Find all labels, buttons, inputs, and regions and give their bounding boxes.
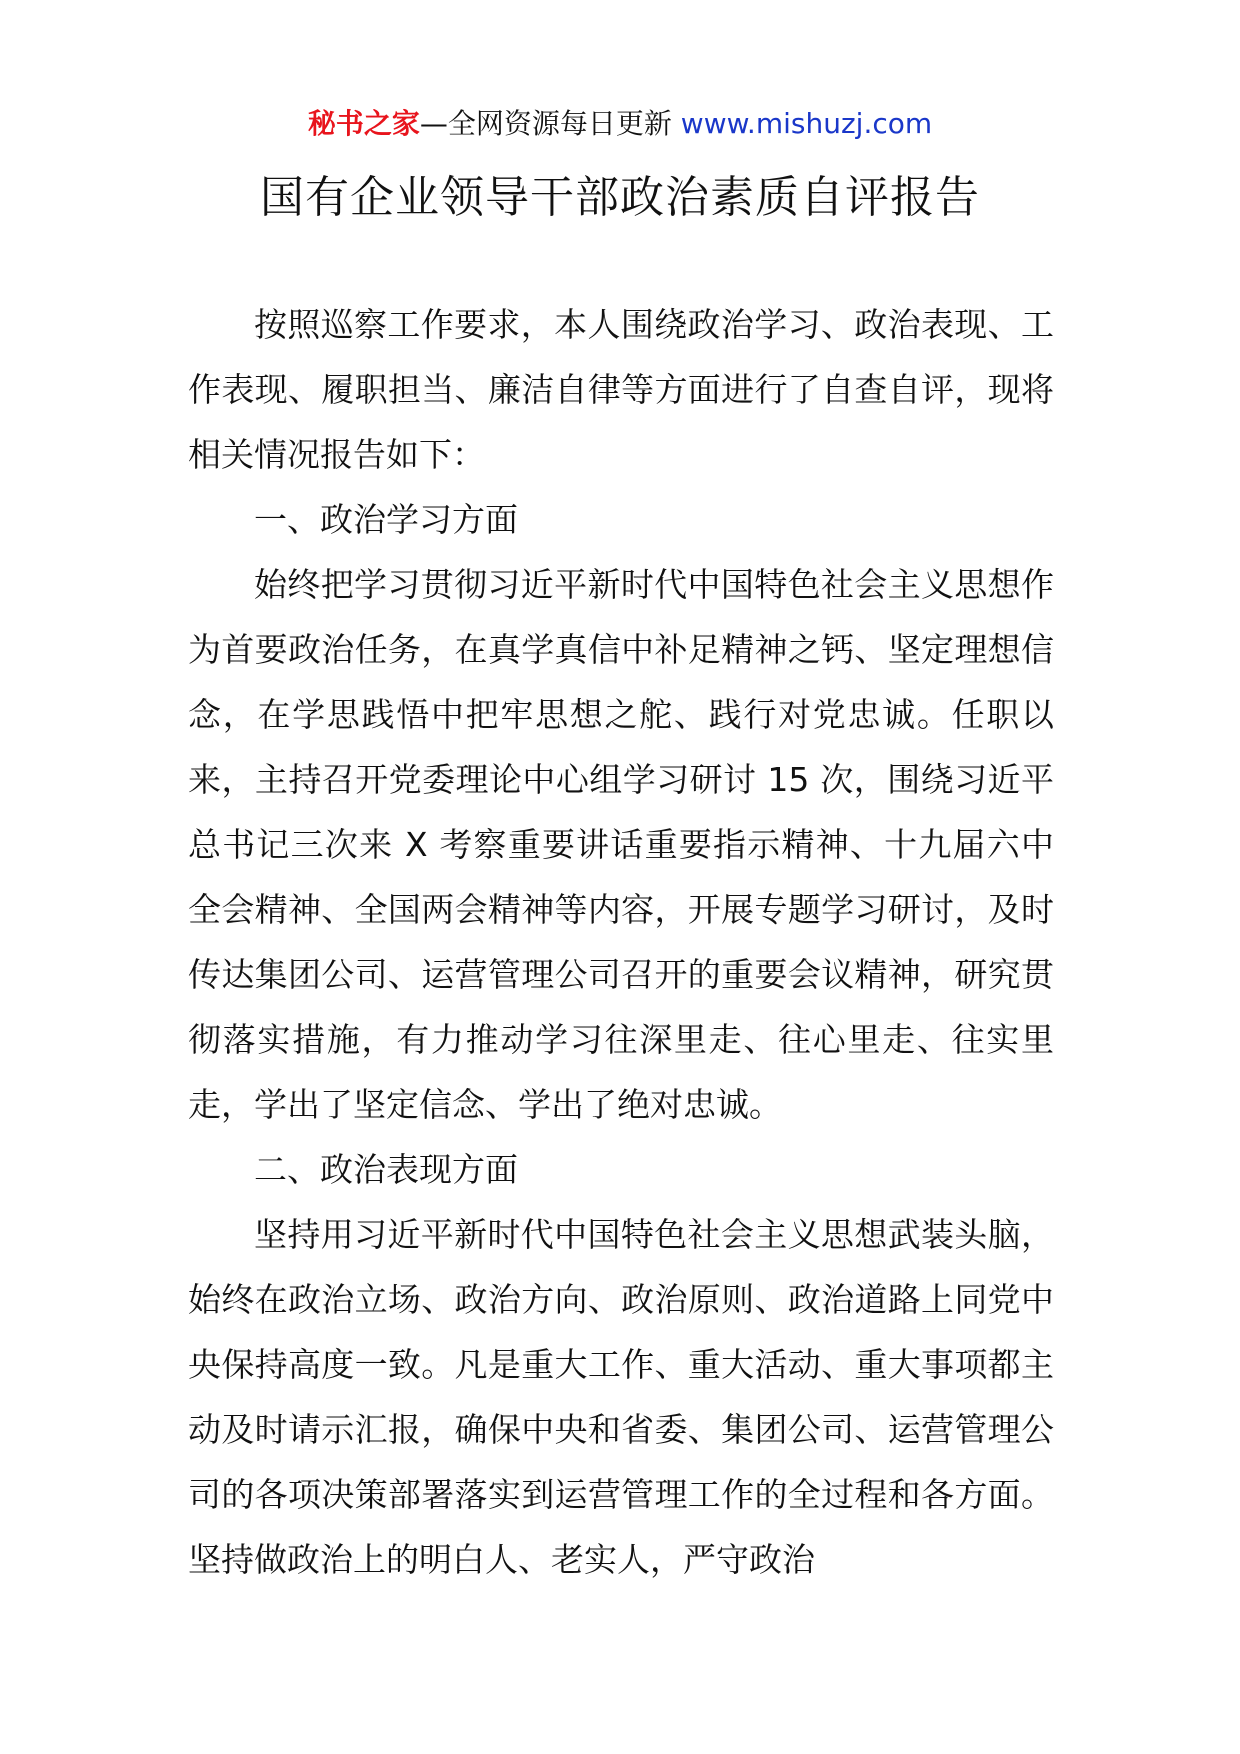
section-heading-political-study: 一、政治学习方面 <box>254 500 518 539</box>
brand-name: 秘书之家 <box>307 107 420 140</box>
document-body <box>188 292 1054 1592</box>
section-paragraph-political-performance: 坚持用习近平新时代中国特色社会主义思想武装头脑，始终在政治立场、政治方向、政治原则、政治道路上同党中央保持高度一致。凡是重大工作、重大活动、重大事项都主动及时请示汇报，确保中央和省委、集团公司、运营管理公司的各项决策部署落实到运营管理工作的全过程和各方面。坚持做政治上的明白人、老实人，严守政治 <box>188 1215 1054 1579</box>
section-paragraph-political-study: 始终把学习贯彻习近平新时代中国特色社会主义思想作为首要政治任务，在真学真信中补足精神之钙、坚定理想信念，在学思践悟中把牢思想之舵、践行对党忠诚。任职以来，主持召开党委理论中心组学习研讨 15 次，围绕习近平总书记三次来 X 考察重要讲话重要指示精神、十九届六中全会精神、全国两会精神等内容，开展专题学习研讨，及时传达集团公司、运营管理公司召开的重要会议精神，研究贯彻落实措施，有力推动学习往深里走、往心里走、往实里走，学出了坚定信念、学出了绝对忠诚。 <box>188 565 1054 1124</box>
header-banner <box>0 104 1240 144</box>
website-link[interactable]: www.mishuzj.com <box>680 107 933 140</box>
banner-tagline: —全网资源每日更新 <box>419 107 672 140</box>
intro-paragraph: 按照巡察工作要求，本人围绕政治学习、政治表现、工作表现、履职担当、廉洁自律等方面进行了自查自评，现将相关情况报告如下： <box>188 305 1054 474</box>
document-title: 国有企业领导干部政治素质自评报告 <box>260 172 980 223</box>
section-heading-political-performance: 二、政治表现方面 <box>254 1150 518 1189</box>
